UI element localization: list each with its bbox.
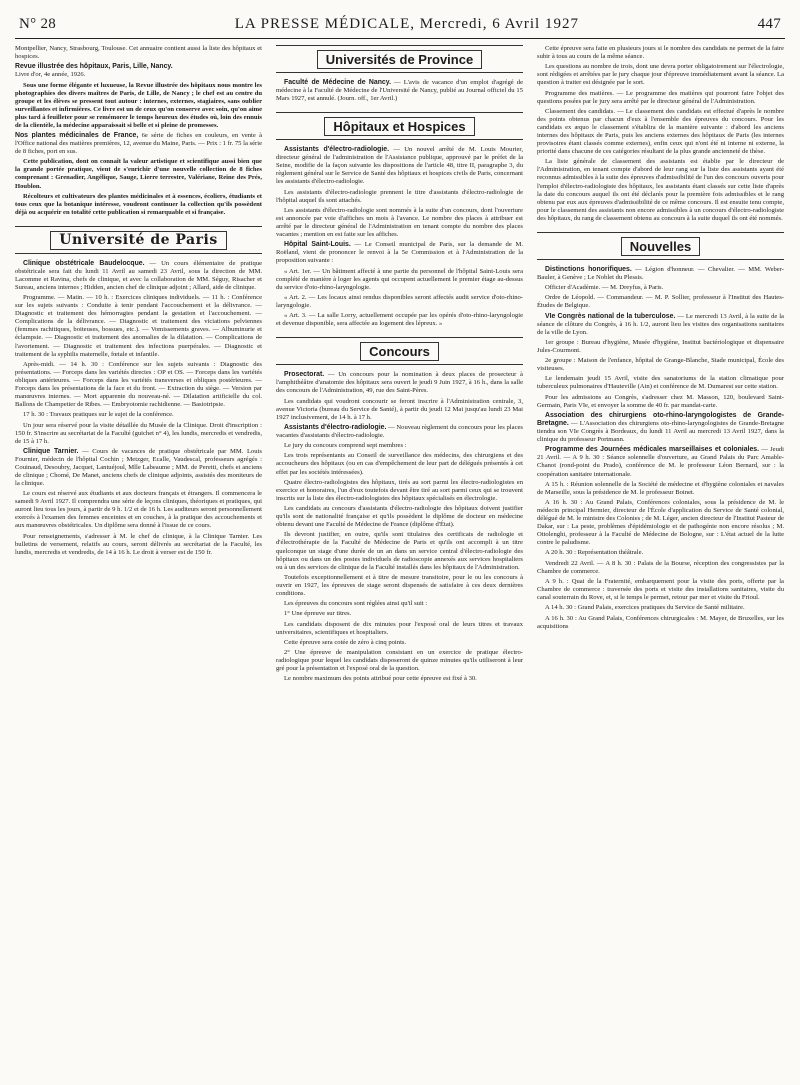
paragraph: A 20 h. 30 : Représentation théâtrale. (545, 549, 644, 557)
paragraph: Les assistants d'électro-radiologie sont nommés à la suite d'un concours, dont l'ouverture est annoncée par voie d'affiches un mois à l'avance. Le nombre des places à attribuer est arrêté par le directeur général de l'Administration en tenant compte du nombre des places vacantes ; mention en est faite sur les affiches. (276, 206, 523, 238)
paragraph: Le jury du concours comprend sept membres : (284, 442, 407, 450)
paragraph: 2° Une épreuve de manipulation consistant en un exercice de pratique électro-radiologique pour lequel les candidats disposeront de quinze minutes qu'ils utiliseront à leur gré pour la présentation et l'exposé oral de la question. (276, 649, 523, 673)
paragraph: Les questions au nombre de trois, dont une devra porter obligatoirement sur l'électrologie, sont rédigées et arrêtées par le jury chaque jour d'épreuve immédiatement avant la séance. La question à traiter est désignée par le sort. (537, 63, 784, 87)
paragraph: Classement des candidats. — Le classement des candidats est effectué d'après le nombre des points obtenus par chacun d'eux à l'ensemble des épreuves du concours. Pour les candidats ex æquo le classement s'établira de la manière suivante : d'abord les anciens internes des hôpitaux de Paris, puis les anciens externes des hôpitaux de Paris (les internes provisoires étant classés comme externes), enfin ceux qui n'ont été ni interne ni externe, la priorité dans chacune de ces catégories résultant de la plus grande ancienneté de thèse. (537, 107, 784, 156)
column-1 (15, 45, 262, 1085)
paragraph: A 9 h. : Quai de la Fraternité, embarquement pour la visite des ports, offerte par la Chambre de commerce : traversée des ports et visite des installations sanitaires, visite du canal souterrain du Rove, et, si le temps le permet, retour par mer et visite du Frioul. (537, 578, 784, 602)
newspaper-page (15, 0, 785, 1070)
paragraph: Programme. — Matin. — 10 h. : Exercices cliniques individuels. — 11 h. : Conférence sur les sujets suivants : Conduite à tenir pendant l'accouchement et la délivrance. — Diagnostic et traitement des hémorragies pendant la gestation et l'accouchement. — Complications de la délivrance. — Diagnostic et traitement des viciations pelviennes (femmes rachitiques, boiteuses, bossues, etc.). — Vomissements graves. — Albuminurie et éclampsie. — Diagnostic et traitement des anomalies de la dilatation. — Complications de l'avortement. — Diagnostic et traitement des infections puerpérales. — Diagnostic et traitement de la syphilis maternelle, fœtale et infantile. (15, 294, 262, 358)
paragraph: Pour les admissions au Congrès, s'adresser chez M. Masson, 120, boulevard Saint-Germain, Paris VIe, et envoyer la somme de 40 fr. par mandat-carte. (537, 393, 784, 409)
article: Clinique Tarnier. — Cours de vacances de pratique obstétricale par MM. Louis Fournier, médecin de l'hôpital Cochin ; Metzger, Ecalle, Vaudescal, professeurs agrégés : Couinaud, Desoubry, Jacquet, Lantuéjoul, Mlle Labeaume ; MM. de Peretti, chefs et anciens de clinique ; Chomé, De Manet, anciens chefs de clinique adjoints, assistés des moniteurs de la clinique. (15, 447, 262, 488)
article: Nos plantes médicinales de France, 6e série de fiches en couleurs, en vente à l'Office national des matières premières, 12, avenue du Maine, Paris. — Prix : 1 fr. 75 la série de 8 fiches, port en sus. (15, 132, 262, 156)
paragraph: « Art. 3. — La salle Lorry, actuellement occupée par les opérés d'oto-rhino-laryngologie et devenue disponible, sera affectée au logement des lépreux. » (276, 312, 523, 328)
section-heading-universites-province: Universités de Province (276, 45, 523, 73)
paragraph: Cette épreuve sera cotée de zéro à cinq points. (284, 638, 407, 646)
article: Association des chirurgiens oto-rhino-laryngologistes de Grande-Bretagne. — L'Association des chirurgiens oto-rhino-laryngologistes de Grande-Bretagne tiendra son VIe Congrès à Bordeaux, du lundi 11 Avril au mercredi 13 Avril 1927, dans la clinique du professeur Portmann. (537, 411, 784, 444)
paragraph: A 15 h. : Réunion solennelle de la Société de médecine et d'hygiène coloniales et navales de Marseille, sous la présidence de M. le professeur Boinet. (537, 480, 784, 496)
column-2 (276, 45, 523, 1085)
article: Assistants d'électro-radiologie. — Nouveau règlement du concours pour les places vacantes d'assistants d'électro-radiologie. (276, 423, 523, 439)
article: Assistants d'électro-radiologie. — Un nouvel arrêté de M. Louis Mourier, directeur général de l'administration de l'Assistance publique, approuvé par le préfet de la Seine, modifie de la façon suivante les dispositions de l'article 48, titre II, paragraphe 3, du règlement général sur le Service de Santé des hôpitaux et hospices civils de Paris, concernant les assistants d'électro-radiologie. (276, 146, 523, 186)
paragraph: Ordre de Léopold. — Commandeur. — M. P. Sollier, professeur à l'Institut des Hautes-Études de Belgique. (537, 294, 784, 310)
article: VIe Congrès national de la tuberculose. — Le mercredi 13 Avril, à la suite de la séance de clôture du Congrès, à 16 h. 1/2, auront lieu les visites des organisations sanitaires de la ville de Lyon. (537, 312, 784, 336)
paragraph: Cette publication, dont on connaît la valeur artistique et scientifique aussi bien que la grande portée pratique, vient de s'enrichir d'une nouvelle collection de 8 fiches comprenant : Grenadier, Angélique, Sauge, Lierre terrestre, Valériane, Reine des Prés, Houblon. (15, 158, 262, 190)
paragraph: Ils devront justifier, en outre, qu'ils sont titulaires des certificats de radiologie et d'électrothérapie de la Faculté de Médecine de Paris et qu'ils ont accompli à un titre quelconque un stage d'une durée de un an dans un service central d'électro-radiologie des hôpitaux ou dans un des postes individuels de radioscopie annexés aux services hospitaliers ou à un des services de clinique de la Faculté installés dans les hôpitaux de l'Administration. (276, 531, 523, 571)
paragraph: A 14 h. 30 : Grand Palais, exercices pratiques du Service de Santé militaire. (545, 604, 745, 612)
paragraph: 1° Une épreuve sur titres. (284, 610, 352, 618)
issue-number: N° 28 (19, 16, 57, 32)
paragraph: Le lendemain jeudi 15 Avril, visite des sanatoriums de la station climatique pour tuberculeux pulmonaires d'Hauteville (Ain) et conférence de M. Dumarest sur cette station. (537, 375, 784, 391)
paragraph: Les épreuves du concours sont réglées ainsi qu'il suit : (284, 600, 428, 608)
section-heading-nouvelles: Nouvelles (537, 232, 784, 260)
paragraph: « Art. 2. — Les locaux ainsi rendus disponibles seront affectés audit service d'oto-rhino-laryngologie. (276, 293, 523, 309)
column-3 (537, 45, 784, 1085)
paragraph: Cette épreuve sera faite en plusieurs jours si le nombre des candidats ne permet de la faire subir à tous au cours de la même séance. (537, 45, 784, 61)
paragraph: 17 h. 30 : Travaux pratiques sur le sujet de la conférence. (23, 411, 174, 419)
paragraph: 1er groupe : Bureau d'hygiène, Musée d'hygiène, Institut bactériologique et dispensaire Jules-Courmont. (537, 338, 784, 354)
paragraph: Le cours est réservé aux étudiants et aux docteurs français et étrangers. Il commencera le samedi 9 Avril 1927. Il comprendra une série de leçons cliniques, théoriques et pratiques, qui auront lieu tous les jours, à partir de 9 h. 1/2 et de 16 h. Les auditeurs seront personnellement exercés à l'examen des femmes enceintes et en couches, à la pratique des accouchements et aux manœuvres obstétricales. Un diplôme sera donné à l'issue de ce cours. (15, 490, 262, 530)
paragraph: Le nombre maximum des points attribué pour cette épreuve est fixé à 30. (284, 675, 477, 683)
article: Programme des Journées médicales marseillaises et coloniales. — Jeudi 21 Avril. — A 9 h. 30 : Séance solennelle d'ouverture, au Grand Palais du Parc Amable-Chanot (rond-point du Prado), conférence de M. le professeur Léon Bernard, sur : la coopération sanitaire internationale. (537, 446, 784, 478)
article: Clinique obstétricale Baudelocque. — Un cours élémentaire de pratique obstétricale sera fait du lundi 11 Avril au samedi 23 Avril, sous la direction de MM. Lacomme et Ravina, chefs de clinique, et avec la collaboration de MM. Séguy, Risacher et Sureau, anciens internes ; Hidden, ancien chef de clinique adjoint ; Allard, aide de clinique. (15, 259, 262, 292)
paragraph: Un jour sera réservé pour la visite détaillée du Musée de la Clinique. Droit d'inscription : 150 fr. S'inscrire au secrétariat de la Faculté (guichet n° 4), les lundis, mercredis et vendredis, de 15 à 17 h. (15, 421, 262, 445)
paragraph: Quatre électro-radiologistes des hôpitaux, tirés au sort parmi les électro-radiologistes en exercice et honoraires, l'un d'eux toutefois devant être tiré au sort parmi ceux qui se trouvent inscrits sur la liste des électro-radiologistes des hôpitaux spécialisés en électrologie. (276, 478, 523, 502)
paragraph: Pour renseignements, s'adresser à M. le chef de clinique, à la Clinique Tarnier. Les bulletins de versement, relatifs au cours, seront délivrés au secrétariat de la Faculté, les lundis, mercredis et vendredis, de 14 à 16 h. Le droit à verser est de 150 fr. (15, 532, 262, 556)
article: Prosectorat. — Un concours pour la nomination à deux places de prosecteur à l'amphithéâtre d'anatomie des hôpitaux sera ouvert le jeudi 9 Juin 1927, à 16 h., dans la salle des concours de l'Administration, 49, rue des Saint-Pères. (276, 371, 523, 395)
section-heading-universite-paris: Université de Paris (15, 226, 262, 254)
paragraph: Sous une forme élégante et luxueuse, la Revue illustrée des hôpitaux nous montre les photographies des divers maîtres de Paris, de Lille, de Nancy ; le chef est au centre du groupe et les élèves se pressent tout autour : internes, externes, stagiaires, sans oublier surveillantes et infirmières. Ce livre est un de ceux qu'on conserve avec soin, qu'on aime plus tard à feuilleter pour se remémorer le temps heureux des études où, loin des ennuis de la clientèle, la médecine apparaissait si belle et si pleine de promesses. (15, 81, 262, 129)
paragraph: A 16 h. 30 : Au Grand Palais, Conférences chirurgicales : M. Mayer, de Bruxelles, sur les acquisitions (537, 614, 784, 630)
masthead (15, 10, 785, 39)
paragraph: Les candidats qui voudront concourir se feront inscrire à l'Administration centrale, 3, avenue Victoria (bureau du Service de Santé), à partir du jeudi 12 Mai jusqu'au lundi 23 Mai 1927 inclusivement, de 14 h. à 17 h. (276, 397, 523, 421)
paragraph: Les assistants d'électro-radiologie prennent le titre d'assistants d'électro-radiologie de l'hôpital auquel ils sont attachés. (276, 188, 523, 204)
article: Faculté de Médecine de Nancy. — L'avis de vacance d'un emploi d'agrégé de médecine à la Faculté de Médecine de l'Université de Nancy, publié au Journal officiel du 15 Mars 1927, est annulé. (Journ. off., 1er Avril.) (276, 79, 523, 103)
paragraph: La liste générale de classement des assistants est établie par le directeur de l'Administration, en tenant compte d'abord de leur rang sur la liste des assistants ayant été reconnus admissibles à la suite des épreuves d'admissibilité de l'un des concours ouverts pour l'emploi d'électro-radiologiste des hôpitaux, les assistants étant classés sur cette liste d'après la date du concours auquel ils ont été déclarés pour la première fois admissibles et le rang obtenu par eux aux épreuves d'admissibilité de ce même concours. Il est ensuite tenu compte, pour le classement des assistants non encore admissibles à un concours d'électro-radiologiste des hôpitaux, du rang de classement obtenu au concours à la suite duquel ils ont été nommés. (537, 158, 784, 222)
paragraph: Les candidats disposent de dix minutes pour l'exposé oral de leurs titres et travaux universitaires, scientifiques et hospitaliers. (276, 620, 523, 636)
article: Distinctions honorifiques. — Légion d'honneur. — Chevalier. — MM. Weber-Bauler, à Genève ; Le Noblet du Plessis. (537, 265, 784, 281)
newspaper-title: LA PRESSE MÉDICALE, Mercredi, 6 Avril 1927 (234, 16, 579, 32)
paragraph: Toutefois exceptionnellement et à titre de mesure transitoire, pour le ou les concours à ouvrir en 1927, les épreuves de stage seront dispensés de satisfaire à ces deux dernières conditions. (276, 573, 523, 597)
article: Revue illustrée des hôpitaux, Paris, Lille, Nancy. Livre d'or, 4e année, 1926. (15, 63, 173, 79)
paragraph: Programme des matières. — Le programme des matières qui pourront faire l'objet des questions posées par le jury sera arrêté par le directeur général de l'Administration. (537, 89, 784, 105)
paragraph: « Art. 1er. — Un bâtiment affecté à une partie du personnel de l'hôpital Saint-Louis sera complété de manière à loger les agents qui occupent actuellement le premier étage au-dessus du service d'oto-rhino-laryngologie. (276, 267, 523, 291)
paragraph: Après-midi. — 14 h. 30 : Conférence sur les sujets suivants : Diagnostic des présentations. — Forceps dans les variétés directes : OP et OS. — Forceps dans les variétés obliques antérieures. — Forceps dans les variétés transverses et obliques postérieures. — Forceps dans les présentations de la face et du front. — Extraction du siège. — Version par manœuvres internes. — Mort apparente du nouveau-né. — Dilatation artificielle du col. Ballons de Champetier de Ribes. — Embryotomie rachidienne. — Basiotripsie. (15, 360, 262, 409)
paragraph: Montpellier, Nancy, Strasbourg, Toulouse. Cet annuaire contient aussi la liste des hôpitaux et hospices. (15, 45, 262, 61)
paragraph: Officier d'Académie. — M. Dreyfus, à Paris. (545, 284, 664, 292)
paragraph: 2e groupe : Maison de l'enfance, hôpital de Grange-Blanche, Stade municipal, École des visiteuses. (537, 357, 784, 373)
section-heading-concours: Concours (276, 337, 523, 365)
paragraph: Récolteurs et cultivateurs des plantes médicinales et à essences, écoliers, étudiants et tous ceux que la botanique intéresse, voudront continuer la collection qu'ils possèdent déjà ou acquérir en totalité cette publication si remarquable et si française. (15, 192, 262, 216)
paragraph: Les trois représentants au Conseil de surveillance des médecins, des chirurgiens et des accoucheurs des hôpitaux (ou en cas d'empêchement de leur part de délégués présentés à cet effet par les sociétés intéressées). (276, 452, 523, 476)
paragraph: A 16 h. 30 : Au Grand Palais, Conférences coloniales, sous la présidence de M. le médecin principal Hermier, directeur de l'École d'application du Service de Santé colonial, délégué de M. le ministre des Colonies ; de M. Léger, ancien directeur de l'Institut Pasteur de Dakar, sur : La peste, problèmes d'épidémiologie et de pathogénie non encore résolus ; M. Ottolenghi, professeur à la Faculté de Médecine de Bologne, sur : L'état actuel de la lutte contre le paludisme. (537, 499, 784, 547)
page-number: 447 (757, 16, 781, 32)
section-heading-hopitaux: Hôpitaux et Hospices (276, 112, 523, 140)
paragraph: Les candidats au concours d'assistants d'électro-radiologie des hôpitaux doivent justifier qu'ils sont de nationalité française et qu'ils possèdent le diplôme de docteur en médecine obtenu devant une Faculté de Médecine de France (diplôme d'État). (276, 505, 523, 529)
article: Hôpital Saint-Louis. — Le Conseil municipal de Paris, sur la demande de M. Roëland, vient de prononcer le renvoi à la 5e Commission et à l'Administration de la proposition suivante : (276, 241, 523, 265)
paragraph: Vendredi 22 Avril. — A 8 h. 30 : Palais de la Bourse, réception des congressistes par la Chambre de commerce. (537, 559, 784, 575)
